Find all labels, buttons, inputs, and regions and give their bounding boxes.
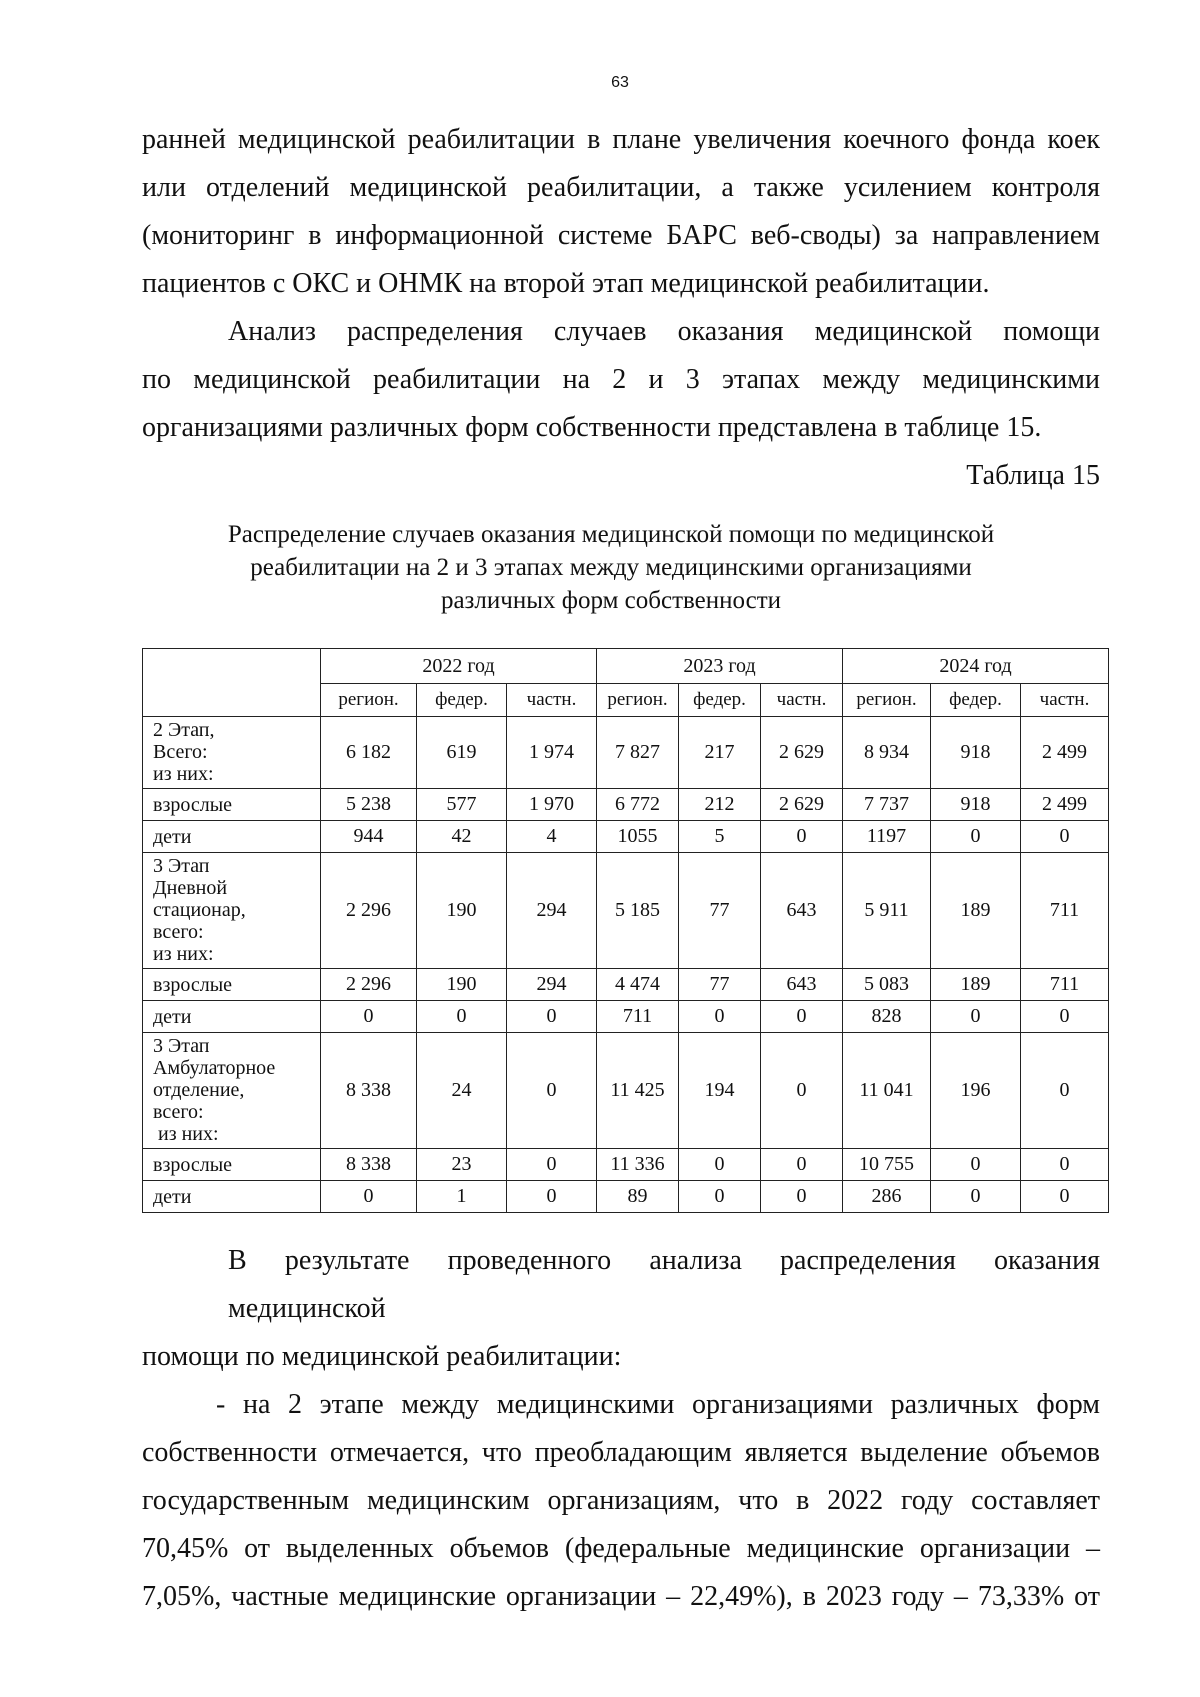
value-cell: 0 — [507, 1001, 597, 1033]
row-label — [143, 1001, 321, 1033]
value-cell: 5 — [679, 821, 761, 853]
value-cell: 217 — [679, 717, 761, 789]
value-cell: 0 — [679, 1001, 761, 1033]
row-label-line: всего: — [153, 1101, 204, 1123]
value-cell: 2 629 — [761, 789, 843, 821]
table-title-line: Распределение случаев оказания медицинской помощи по медицинской — [227, 521, 995, 548]
text-line: пациентов с ОКС и ОНМК на второй этап медицинской реабилитации. — [142, 268, 990, 299]
row-label-line: из них: — [153, 943, 214, 965]
value-cell: 0 — [931, 1001, 1021, 1033]
table-title-line: различных форм собственности — [440, 587, 782, 614]
table-corner-cell — [143, 649, 321, 717]
value-cell: 711 — [597, 1001, 679, 1033]
value-cell: 212 — [679, 789, 761, 821]
value-cell: 0 — [761, 1181, 843, 1213]
table-title-line: реабилитации на 2 и 3 этапах между медицинскими организациями — [250, 554, 972, 581]
row-label-line: взрослые — [153, 793, 233, 816]
bullet-paragraph — [142, 1381, 1100, 1621]
value-cell: 0 — [1021, 1181, 1109, 1213]
row-label-line: Амбулаторное — [153, 1057, 276, 1079]
row-label-line: 3 Этап — [153, 855, 210, 877]
value-cell: 2 499 — [1021, 789, 1109, 821]
value-cell: 0 — [1021, 1033, 1109, 1149]
ownership-subheader: регион. — [597, 684, 679, 717]
row-label-line: 2 Этап, — [153, 719, 215, 741]
row-label-line: 3 Этап — [153, 1035, 210, 1057]
value-cell: 1197 — [843, 821, 931, 853]
ownership-subheader: частн. — [761, 684, 843, 717]
value-cell: 23 — [417, 1149, 507, 1181]
value-cell: 0 — [507, 1149, 597, 1181]
value-cell: 1 — [417, 1181, 507, 1213]
text-line: В результате проведенного анализа распределения оказания медицинской — [228, 1245, 1100, 1324]
row-label-line: отделение, — [153, 1079, 245, 1101]
row-label — [143, 1149, 321, 1181]
value-cell: 2 499 — [1021, 717, 1109, 789]
ownership-subheader: федер. — [417, 684, 507, 717]
text-line: помощи по медицинской реабилитации: — [142, 1341, 622, 1372]
value-cell: 0 — [761, 821, 843, 853]
value-cell: 643 — [761, 853, 843, 969]
table-row — [143, 969, 1109, 1001]
row-label-line: дети — [153, 1185, 192, 1208]
value-cell: 77 — [679, 969, 761, 1001]
table-row — [143, 1181, 1109, 1213]
text-line: 70,45% от выделенных объемов (федеральные медицинские организации – — [142, 1533, 1100, 1564]
value-cell: 10 755 — [843, 1149, 931, 1181]
value-cell: 42 — [417, 821, 507, 853]
value-cell: 5 238 — [321, 789, 417, 821]
value-cell: 619 — [417, 717, 507, 789]
value-cell: 0 — [679, 1181, 761, 1213]
value-cell: 5 083 — [843, 969, 931, 1001]
value-cell: 643 — [761, 969, 843, 1001]
row-label-line: из них: — [153, 763, 214, 785]
year-header: 2024 год — [843, 649, 1109, 684]
text-line: - на 2 этапе между медицинскими организациями различных форм — [216, 1389, 1100, 1420]
value-cell: 0 — [931, 1181, 1021, 1213]
row-label-line: стационар, — [153, 899, 246, 921]
row-label — [143, 717, 321, 789]
value-cell: 1 970 — [507, 789, 597, 821]
value-cell: 294 — [507, 969, 597, 1001]
value-cell: 1055 — [597, 821, 679, 853]
value-cell: 5 911 — [843, 853, 931, 969]
ownership-subheader: регион. — [321, 684, 417, 717]
table-label: Таблица 15 — [966, 460, 1100, 491]
value-cell: 8 338 — [321, 1149, 417, 1181]
row-label-line: дети — [153, 825, 192, 848]
value-cell: 5 185 — [597, 853, 679, 969]
value-cell: 0 — [321, 1181, 417, 1213]
ownership-subheader: федер. — [931, 684, 1021, 717]
value-cell: 7 827 — [597, 717, 679, 789]
value-cell: 828 — [843, 1001, 931, 1033]
table-row — [143, 789, 1109, 821]
ownership-subheader: регион. — [843, 684, 931, 717]
value-cell: 918 — [931, 717, 1021, 789]
text-line: собственности отмечается, что преобладающим является выделение объемов — [142, 1437, 1100, 1468]
value-cell: 190 — [417, 969, 507, 1001]
row-label-line: Дневной — [153, 877, 228, 899]
value-cell: 0 — [931, 1149, 1021, 1181]
row-label-line: всего: — [153, 921, 204, 943]
value-cell: 4 474 — [597, 969, 679, 1001]
value-cell: 0 — [507, 1033, 597, 1149]
page-number: 63 — [611, 74, 629, 91]
text-line: организациями различных форм собственности представлена в таблице 15. — [142, 412, 1042, 443]
row-label — [143, 789, 321, 821]
value-cell: 294 — [507, 853, 597, 969]
value-cell: 918 — [931, 789, 1021, 821]
value-cell: 711 — [1021, 853, 1109, 969]
text-line: Анализ распределения случаев оказания медицинской помощи — [228, 316, 1100, 347]
value-cell: 189 — [931, 853, 1021, 969]
value-cell: 11 336 — [597, 1149, 679, 1181]
value-cell: 194 — [679, 1033, 761, 1149]
value-cell: 6 772 — [597, 789, 679, 821]
value-cell: 0 — [507, 1181, 597, 1213]
row-label — [143, 1033, 321, 1149]
value-cell: 8 338 — [321, 1033, 417, 1149]
value-cell: 6 182 — [321, 717, 417, 789]
value-cell: 1 974 — [507, 717, 597, 789]
value-cell: 190 — [417, 853, 507, 969]
ownership-subheader: федер. — [679, 684, 761, 717]
value-cell: 189 — [931, 969, 1021, 1001]
text-line: по медицинской реабилитации на 2 и 3 этапах между медицинскими — [142, 364, 1100, 395]
year-header: 2023 год — [597, 649, 843, 684]
value-cell: 0 — [1021, 821, 1109, 853]
table-row — [143, 1001, 1109, 1033]
value-cell: 577 — [417, 789, 507, 821]
text-line: 7,05%, частные медицинские организации – 22,49%), в 2023 году – 73,33% от — [142, 1581, 1100, 1612]
value-cell: 7 737 — [843, 789, 931, 821]
value-cell: 711 — [1021, 969, 1109, 1001]
value-cell: 24 — [417, 1033, 507, 1149]
table-row — [143, 717, 1109, 789]
value-cell: 0 — [1021, 1001, 1109, 1033]
table-row — [143, 1149, 1109, 1181]
value-cell: 0 — [417, 1001, 507, 1033]
table-row — [143, 1033, 1109, 1149]
text-line: (мониторинг в информационной системе БАРС веб-своды) за направлением — [142, 220, 1100, 251]
row-label-line: взрослые — [153, 973, 233, 996]
analysis-paragraph — [142, 308, 1100, 452]
value-cell: 77 — [679, 853, 761, 969]
value-cell: 0 — [761, 1033, 843, 1149]
row-label-line: Всего: — [153, 741, 208, 763]
value-cell: 11 425 — [597, 1033, 679, 1149]
value-cell: 944 — [321, 821, 417, 853]
row-label — [143, 853, 321, 969]
value-cell: 0 — [1021, 1149, 1109, 1181]
text-line: ранней медицинской реабилитации в плане увеличения коечного фонда коек — [142, 124, 1100, 155]
value-cell: 0 — [931, 821, 1021, 853]
value-cell: 2 296 — [321, 853, 417, 969]
value-cell: 4 — [507, 821, 597, 853]
value-cell: 286 — [843, 1181, 931, 1213]
ownership-subheader: частн. — [1021, 684, 1109, 717]
row-label-line: дети — [153, 1005, 192, 1028]
value-cell: 89 — [597, 1181, 679, 1213]
table-row — [143, 853, 1109, 969]
row-label-line: взрослые — [153, 1153, 233, 1176]
table-title — [142, 518, 1100, 617]
row-label-line: из них: — [153, 1123, 219, 1145]
row-label — [143, 969, 321, 1001]
year-header: 2022 год — [321, 649, 597, 684]
value-cell: 2 296 — [321, 969, 417, 1001]
value-cell: 0 — [321, 1001, 417, 1033]
value-cell: 11 041 — [843, 1033, 931, 1149]
value-cell: 2 629 — [761, 717, 843, 789]
table-row — [143, 821, 1109, 853]
distribution-table — [142, 648, 1109, 1213]
value-cell: 0 — [761, 1001, 843, 1033]
value-cell: 0 — [679, 1149, 761, 1181]
row-label — [143, 821, 321, 853]
value-cell: 8 934 — [843, 717, 931, 789]
value-cell: 0 — [761, 1149, 843, 1181]
document-body — [142, 116, 1100, 1621]
text-line: государственным медицинским организациям, что в 2022 году составляет — [142, 1485, 1100, 1516]
result-paragraph — [142, 1237, 1100, 1381]
intro-paragraph — [142, 116, 1100, 308]
ownership-subheader: частн. — [507, 684, 597, 717]
text-line: или отделений медицинской реабилитации, а также усилением контроля — [142, 172, 1100, 203]
value-cell: 196 — [931, 1033, 1021, 1149]
row-label — [143, 1181, 321, 1213]
